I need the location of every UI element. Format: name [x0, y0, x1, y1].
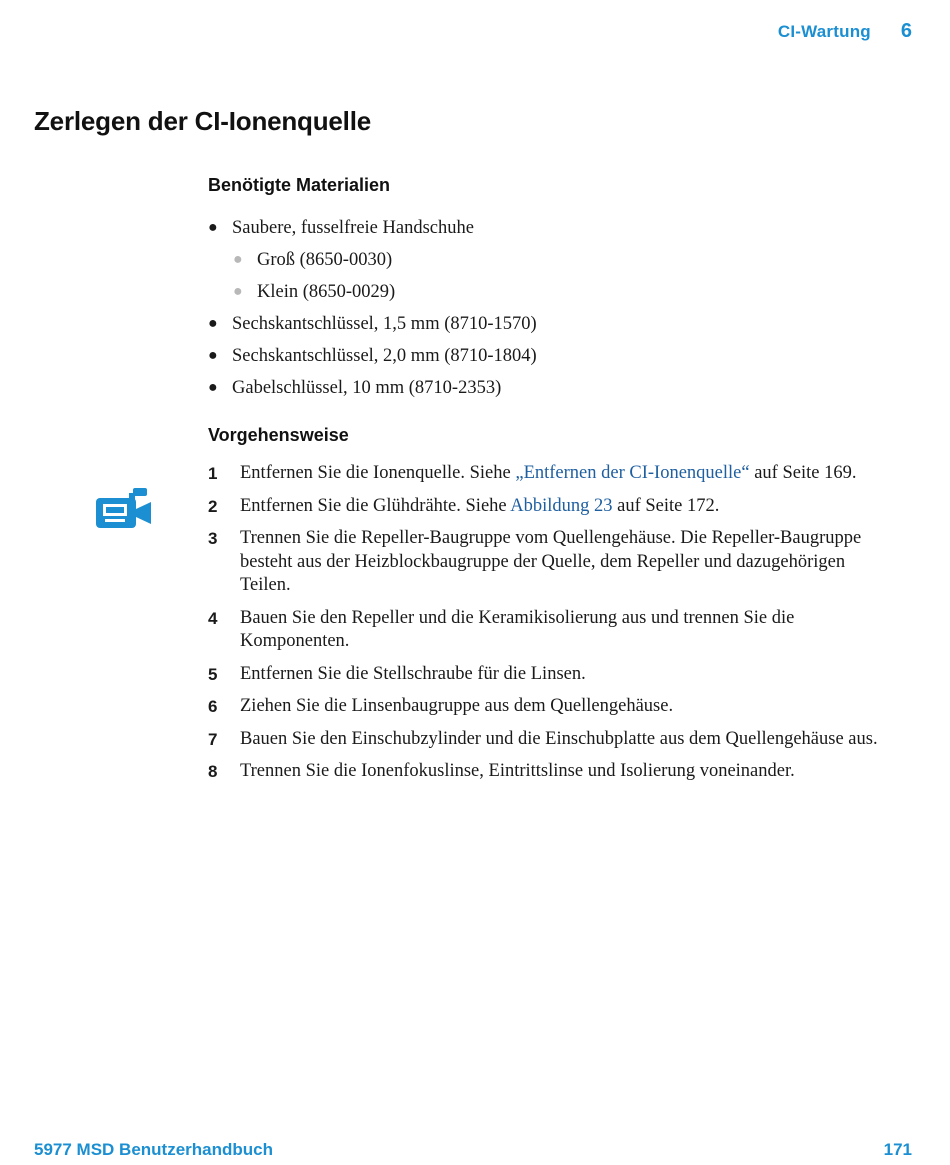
step-number: 6 [208, 697, 218, 716]
page-footer [34, 1135, 912, 1165]
step-item [208, 728, 898, 752]
step-number: 1 [208, 464, 218, 483]
page-header [778, 20, 912, 43]
step-text: Entfernen Sie die Ionenquelle. Siehe „Entfernen der CI-Ionenquelle“ auf Seite 169. [240, 463, 857, 483]
list-item: ● Groß (8650-0030) [208, 244, 898, 276]
step-item [208, 462, 898, 486]
manual-title: 5977 MSD Benutzerhandbuch [34, 1140, 273, 1159]
bullet-icon: ● [208, 347, 218, 364]
bullet-icon: ● [208, 315, 218, 332]
page-number: 171 [883, 1140, 912, 1159]
chapter-number: 6 [900, 20, 912, 42]
step-number: 8 [208, 762, 218, 781]
materials-list [208, 212, 898, 404]
video-camera-icon [95, 488, 153, 530]
list-item: ● Saubere, fusselfreie Handschuhe [208, 212, 898, 244]
step-text: Bauen Sie den Repeller und die Keramikisolierung aus und trennen Sie die Komponenten. [240, 607, 795, 651]
step-number: 2 [208, 496, 218, 516]
bullet-icon: ● [208, 219, 218, 236]
list-item: ● Klein (8650-0029) [208, 276, 898, 308]
step-item [208, 760, 898, 784]
procedure-steps [208, 462, 898, 793]
step-item [208, 495, 898, 519]
step-item [208, 695, 898, 719]
step-text: Entfernen Sie die Stellschraube für die Linsen. [240, 663, 586, 684]
step-number: 5 [208, 664, 218, 684]
bullet-icon: ● [233, 283, 243, 300]
step-number: 4 [208, 608, 218, 628]
page-title: Zerlegen der CI-Ionenquelle [34, 106, 371, 136]
chapter-name: CI-Wartung [777, 22, 871, 41]
step-text: Ziehen Sie die Linsenbaugruppe aus dem Quellengehäuse. [240, 696, 674, 716]
bullet-icon: ● [208, 379, 218, 396]
step-text: Trennen Sie die Ionenfokuslinse, Eintrittslinse und Isolierung voneinander. [240, 761, 795, 781]
list-item: ● Gabelschlüssel, 10 mm (8710-2353) [208, 372, 898, 404]
step-item [208, 607, 898, 654]
step-text: Bauen Sie den Einschubzylinder und die Einschubplatte aus dem Quellengehäuse aus. [240, 728, 878, 749]
materials-heading: Benötigte Materialien [208, 175, 391, 195]
step-number: 3 [208, 529, 218, 548]
step-item [208, 663, 898, 687]
cross-reference-link[interactable]: „Entfernen der CI-Ionenquelle“ [515, 463, 750, 483]
step-text: Trennen Sie die Repeller-Baugruppe vom Quellengehäuse. Die Repeller-Baugruppe besteht aus der Heizblockbaugruppe der Quelle, dem Repeller und dazugehörigen Teilen. [240, 528, 862, 595]
procedure-heading: Vorgehensweise [208, 425, 349, 445]
figure-link[interactable]: Abbildung 23 [510, 495, 613, 516]
bullet-icon: ● [233, 251, 243, 268]
step-number: 7 [208, 729, 218, 749]
list-item: ● Sechskantschlüssel, 2,0 mm (8710-1804) [208, 340, 898, 372]
step-item [208, 527, 898, 598]
list-item: ● Sechskantschlüssel, 1,5 mm (8710-1570) [208, 308, 898, 340]
step-text: Entfernen Sie die Glühdrähte. Siehe Abbildung 23 auf Seite 172. [240, 495, 720, 516]
